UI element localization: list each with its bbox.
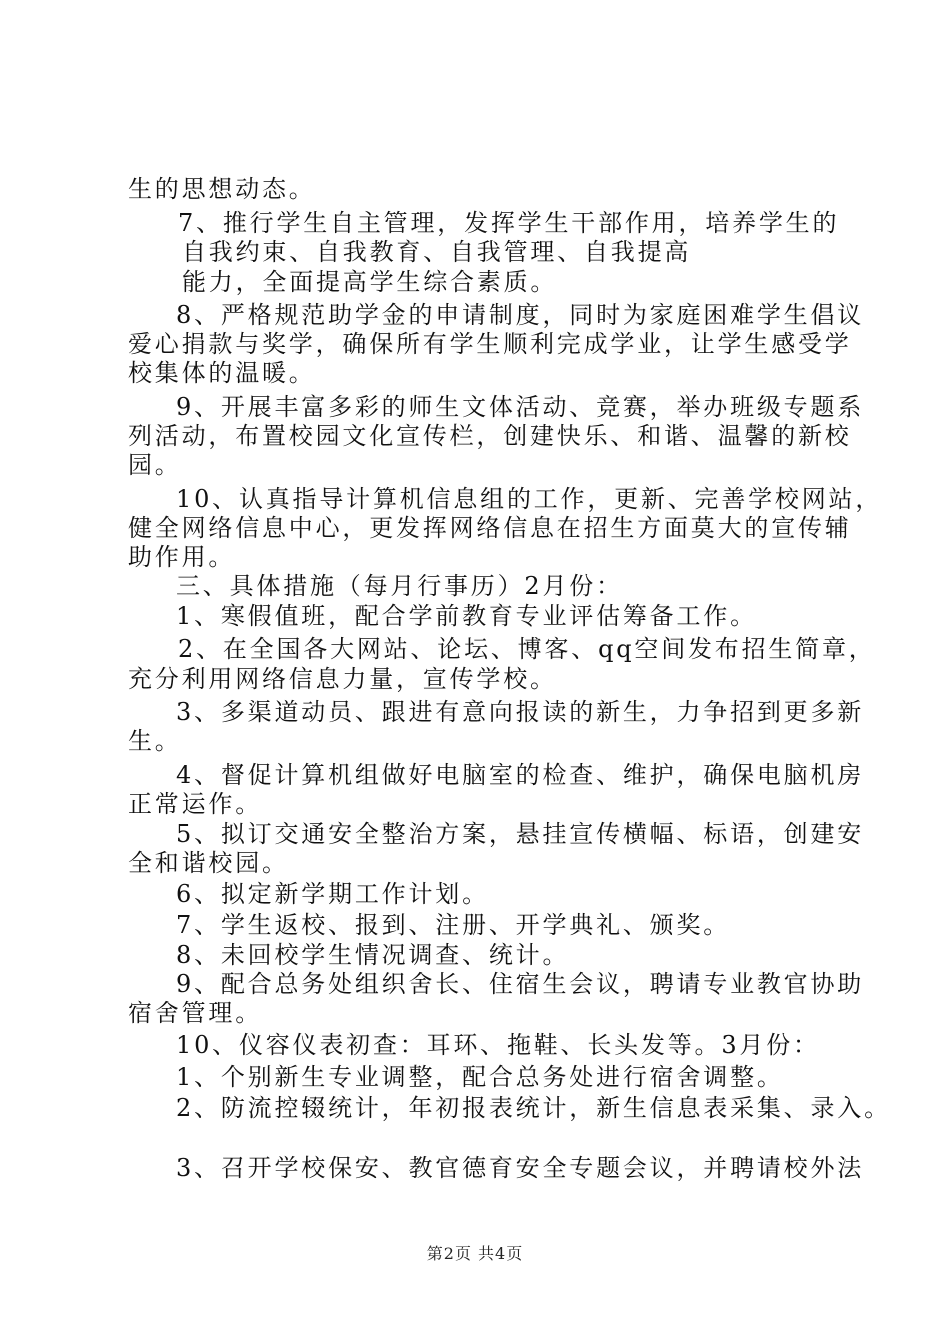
text-line: 9、配合总务处组织舍长、住宿生会议，聘请专业教官协助 [176, 970, 865, 998]
text-line: 1、寒假值班，配合学前教育专业评估筹备工作。 [176, 602, 757, 630]
text-line: 6、拟定新学期工作计划。 [176, 880, 489, 908]
text-line: 8、未回校学生情况调查、统计。 [176, 941, 570, 969]
text-line: 2、防流控辍统计，年初报表统计，新生信息表采集、录入。 [176, 1094, 891, 1122]
text-line: 健全网络信息中心，更发挥网络信息在招生方面莫大的宣传辅 [128, 514, 852, 542]
text-line: 3、召开学校保安、教官德育安全专题会议，并聘请校外法 [176, 1154, 865, 1182]
text-line: 生的思想动态。 [128, 175, 316, 203]
page-number-footer: 第2页 共4页 [426, 1244, 524, 1263]
text-line: 生。 [128, 727, 182, 755]
text-line: 7、学生返校、报到、注册、开学典礼、颁奖。 [176, 911, 731, 939]
text-line: 10、认真指导计算机信息组的工作，更新、完善学校网站， [176, 485, 883, 513]
text-line: 校集体的温暖。 [128, 359, 316, 387]
text-line: 全和谐校园。 [128, 849, 289, 877]
text-line: 4、督促计算机组做好电脑室的检查、维护，确保电脑机房 [176, 761, 865, 789]
text-line: 正常运作。 [128, 790, 262, 818]
text-line: 自我约束、自我教育、自我管理、自我提高 [182, 238, 692, 266]
text-line: 5、拟订交通安全整治方案，悬挂宣传横幅、标语，创建安 [176, 820, 865, 848]
text-line: 2、在全国各大网站、论坛、博客、qq空间发布招生简章， [178, 635, 876, 663]
text-line: 园。 [128, 451, 182, 479]
text-line: 列活动，布置校园文化宣传栏，创建快乐、和谐、温馨的新校 [128, 422, 852, 450]
text-line: 充分利用网络信息力量，宣传学校。 [128, 665, 557, 693]
text-line: 10、仪容仪表初查：耳环、拖鞋、长头发等。3月份： [176, 1031, 820, 1059]
text-line: 1、个别新生专业调整，配合总务处进行宿舍调整。 [176, 1063, 784, 1091]
text-line: 能力，全面提高学生综合素质。 [182, 268, 558, 296]
text-line: 助作用。 [128, 543, 236, 571]
text-line: 7、推行学生自主管理，发挥学生干部作用，培养学生的 [178, 209, 840, 237]
text-line: 宿舍管理。 [128, 999, 262, 1027]
section-heading: 三、具体措施（每月行事历）2月份： [176, 572, 623, 600]
text-line: 9、开展丰富多彩的师生文体活动、竞赛，举办班级专题系 [176, 393, 865, 421]
text-line: 3、多渠道动员、跟进有意向报读的新生，力争招到更多新 [176, 698, 865, 726]
text-line: 爱心捐款与奖学，确保所有学生顺利完成学业，让学生感受学 [128, 330, 852, 358]
text-line: 8、严格规范助学金的申请制度，同时为家庭困难学生倡议 [176, 301, 865, 329]
